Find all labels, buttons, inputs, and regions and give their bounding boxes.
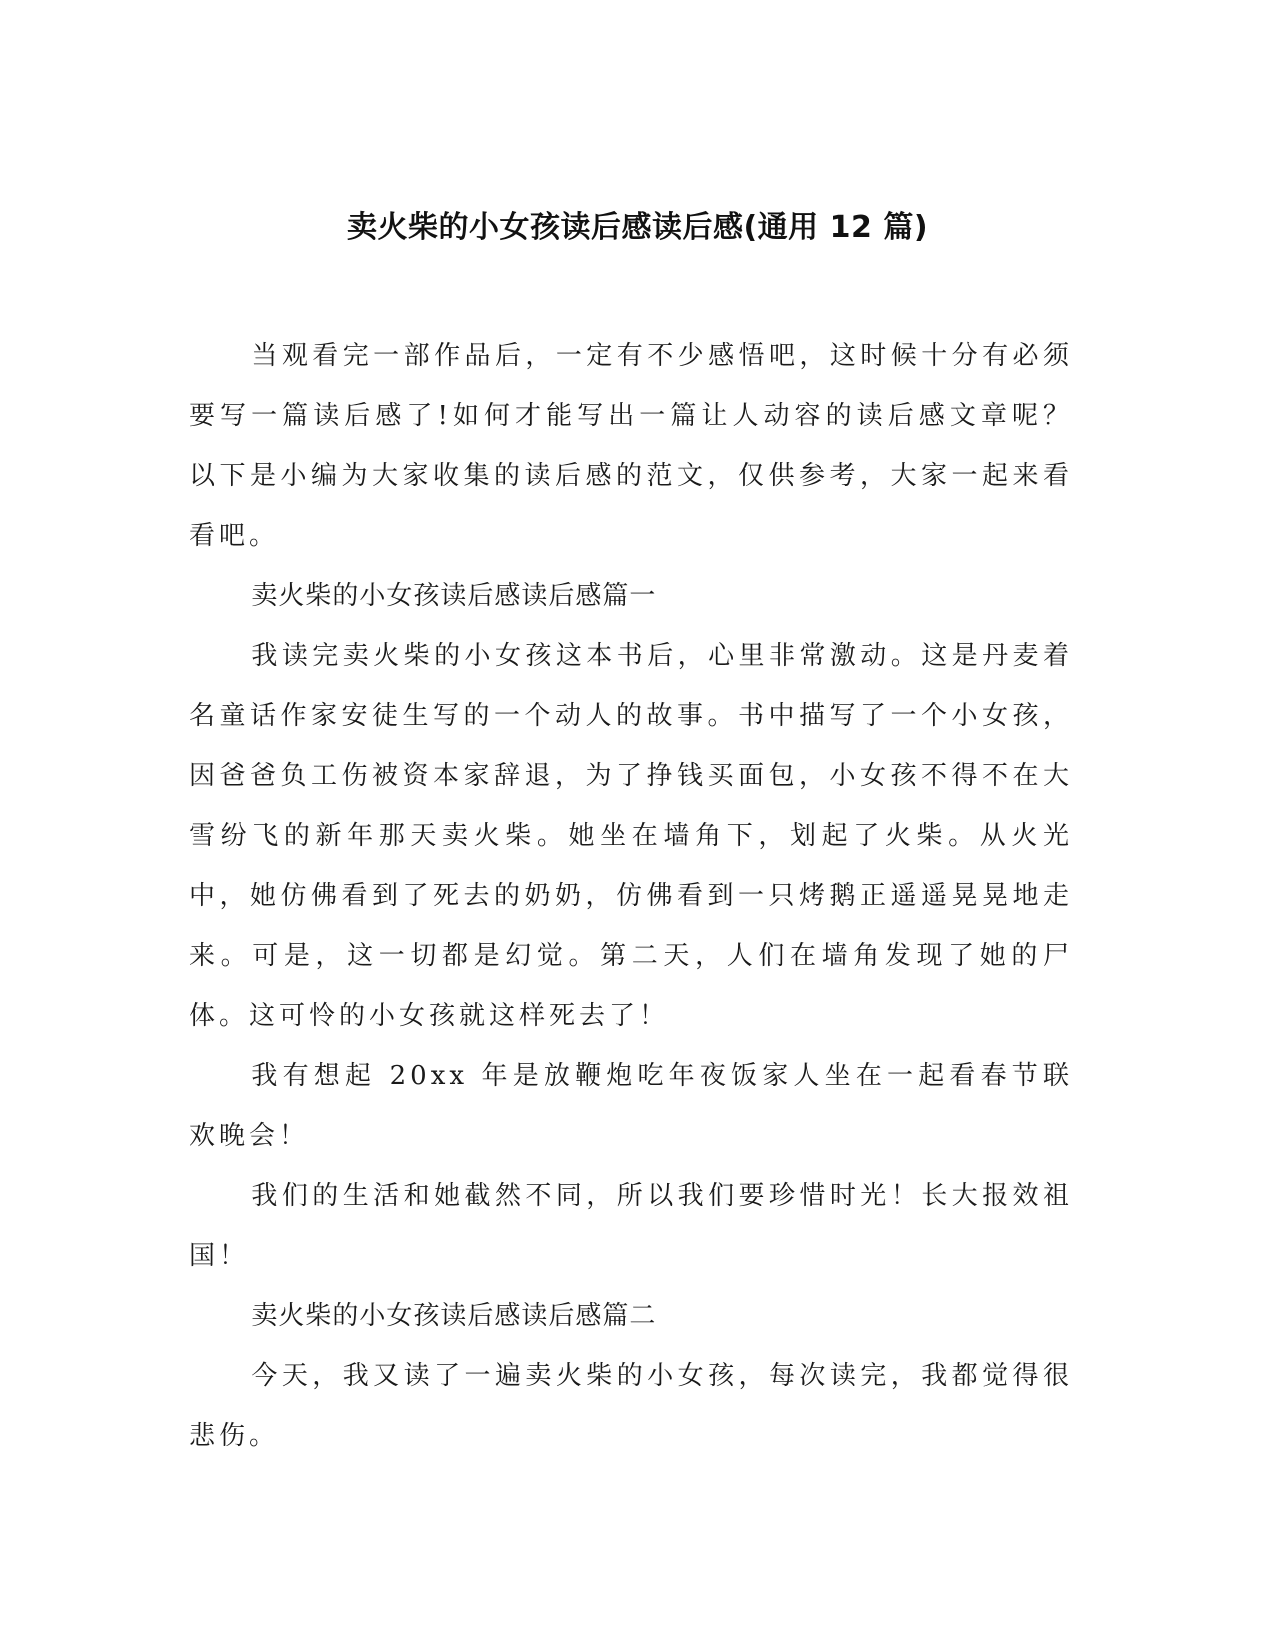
section-heading-1: 卖火柴的小女孩读后感读后感篇一 bbox=[251, 581, 657, 611]
intro-paragraph: 当观看完一部作品后，一定有不少感悟吧，这时候十分有必须要写一篇读后感了!如何才能写出一篇让人动容的读后感文章呢？以下是小编为大家收集的读后感的范文，仅供参考，大家一起来看看吧。 bbox=[189, 341, 1073, 551]
body-paragraph: 我有想起 20xx 年是放鞭炮吃年夜饭家人坐在一起看春节联欢晚会！ bbox=[189, 1061, 1073, 1151]
body-paragraph: 我读完卖火柴的小女孩这本书后，心里非常激动。这是丹麦着名童话作家安徒生写的一个动人的故事。书中描写了一个小女孩，因爸爸负工伤被资本家辞退，为了挣钱买面包，小女孩不得不在大雪纷飞的新年那天卖火柴。她坐在墙角下，划起了火柴。从火光中，她仿佛看到了死去的奶奶，仿佛看到一只烤鹅正遥遥晃晃地走来。可是，这一切都是幻觉。第二天，人们在墙角发现了她的尸体。这可怜的小女孩就这样死去了！ bbox=[189, 641, 1073, 1031]
body-paragraph: 今天，我又读了一遍卖火柴的小女孩，每次读完，我都觉得很悲伤。 bbox=[189, 1361, 1073, 1451]
section-heading-2: 卖火柴的小女孩读后感读后感篇二 bbox=[251, 1301, 657, 1331]
document-title: 卖火柴的小女孩读后感读后感(通用 12 篇) bbox=[346, 210, 929, 245]
body-paragraph: 我们的生活和她截然不同，所以我们要珍惜时光！长大报效祖国！ bbox=[189, 1181, 1073, 1271]
document-body bbox=[189, 326, 1073, 1466]
